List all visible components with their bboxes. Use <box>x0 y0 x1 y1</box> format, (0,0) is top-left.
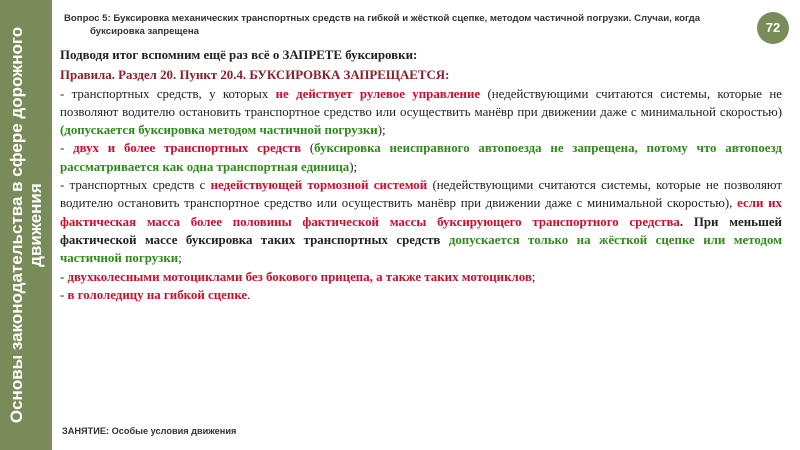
item-highlight-red: двух и более транспортных средств <box>73 141 302 156</box>
slide-number-badge: 72 <box>757 12 789 44</box>
intro-text: Подводя итог вспомним ещё раз всё о ЗАПРЕТЕ буксировки: <box>60 48 418 62</box>
item-text: ); <box>377 123 386 138</box>
item-highlight-red: недействующей тормозной системой <box>210 178 428 193</box>
sidebar <box>0 0 52 450</box>
item-text: - транспортных средств с <box>60 178 211 193</box>
item-highlight-red: не действует рулевое управление <box>275 86 481 101</box>
item-text: . <box>247 287 251 302</box>
list-item-motorcycles <box>60 268 782 286</box>
item-highlight-green: допускается только на жёсткой сцепке или методом частичной погрузки <box>60 232 782 266</box>
item-text-bold: . При меньшей фактической массе буксировка таких транспортных средств <box>60 214 782 247</box>
sidebar-title: Основы законодательства в сфере дорожного движения <box>7 26 45 424</box>
item-text: (недействующими считаются системы, которые не позволяют водителю остановить транспортное средство или осуществить манёвр при движении даже с минимальной скоростью), <box>60 178 782 211</box>
list-item-brakes <box>60 176 782 267</box>
header-line-2: буксировка запрещена <box>90 26 199 37</box>
item-text: ; <box>531 269 536 284</box>
item-text: - <box>60 141 74 156</box>
item-text: (недействующими считаются системы, которые не позволяют водителю остановить транспортное средство или осуществить манёвр при движении даже с минимальной скоростью) <box>60 86 782 119</box>
list-item-steering <box>60 85 782 140</box>
item-text: ); <box>349 159 358 174</box>
item-highlight-green: буксировка неисправного автопоезда не запрещена, потому что автопоезд рассматривается как одна транспортная единица <box>60 141 782 174</box>
slide-content <box>60 46 782 304</box>
header-line-1: Вопрос 5: Буксировка механических транспортных средств на гибкой и жёсткой сцепке, методом частичной погрузки. Случаи, когда <box>64 13 701 24</box>
item-highlight-red: в гололедицу на гибкой сцепке <box>67 287 248 302</box>
item-highlight-green: (допускается буксировка методом частичной погрузки <box>60 123 378 138</box>
item-highlight-red: если их фактическая масса более половины фактической массы буксирующего транспортного средства <box>60 196 782 229</box>
item-text: ; <box>178 251 182 266</box>
item-text: ( <box>301 141 315 156</box>
rule-heading: Правила. Раздел 20. Пункт 20.4. БУКСИРОВКА ЗАПРЕЩАЕТСЯ: <box>60 68 450 83</box>
slide-header <box>64 12 704 38</box>
item-highlight-red: двухколесными мотоциклами без бокового прицепа, а также таких мотоциклов <box>67 269 532 284</box>
item-text: - <box>60 287 68 302</box>
list-item-ice <box>60 286 782 304</box>
item-text: - <box>60 269 68 284</box>
list-item-multiple-vehicles <box>60 139 782 176</box>
item-text: - транспортных средств, у которых <box>60 86 276 101</box>
slide-footer: ЗАНЯТИЕ: Особые условия движения <box>62 426 237 436</box>
